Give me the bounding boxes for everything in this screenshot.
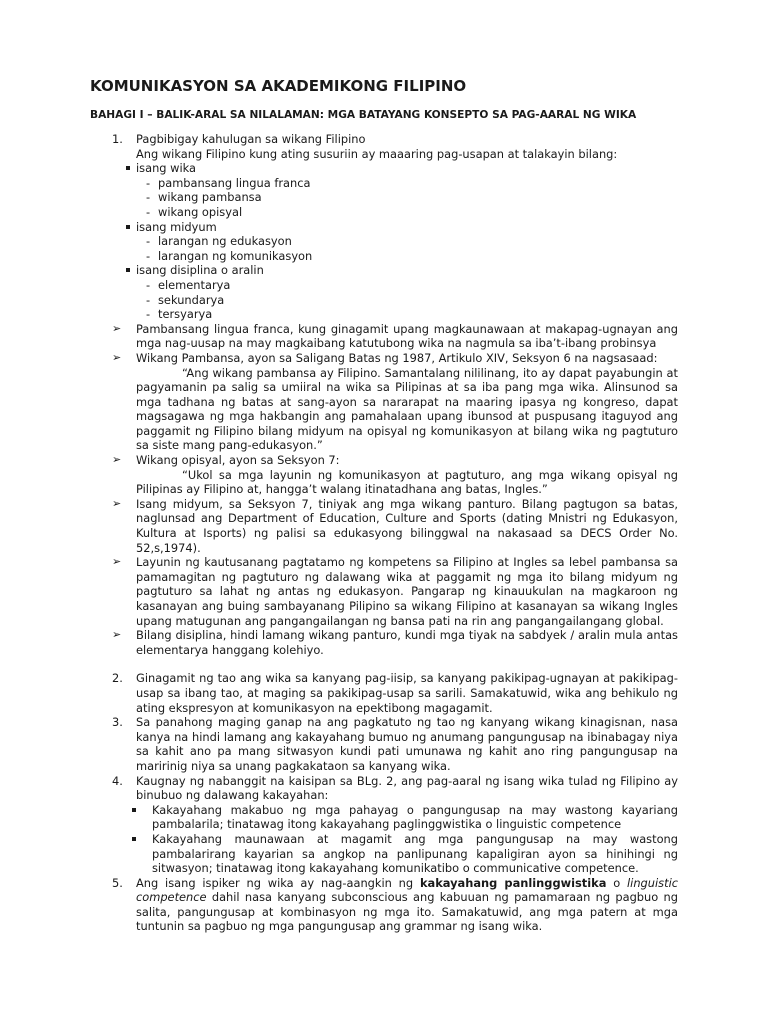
section-heading: BAHAGI I – BALIK-ARAL SA NILALAMAN: MGA BATAYANG KONSEPTO SA PAG-AARAL NG WIKA	[90, 109, 637, 121]
item-text: Kaugnay ng nabanggit na kaisipan sa BLg. 2, ang pag-aaral ng isang wika tulad ng Filipino ay binubuo ng dalawang kakayahan:	[136, 773, 678, 803]
numbered-item-4	[90, 774, 678, 803]
item-number: 2.	[112, 671, 123, 686]
dash-item: - wikang pambansa	[90, 190, 678, 205]
arrow-bullet-icon: ➢	[112, 453, 122, 467]
arrow-bullet-icon: ➢	[112, 321, 122, 335]
item-text: Ginagamit ng tao ang wika sa kanyang pag-iisip, sa kanyang pakikipag-ugnayan at pakikipag-usap sa ibang tao, at maging sa pakikipag-usap sa sarili. Samakatuwid, wika ang behikulo ng ating ekspresyon at komunikasyon na epektibong magagamit.	[136, 671, 678, 715]
item-text-part: o	[606, 875, 627, 890]
dash-item: - pambansang lingua franca	[90, 176, 678, 191]
bullet-item: isang wika	[90, 161, 678, 176]
item-text-part: dahil nasa kanyang subconscious ang kabuuan ng pamamaraan ng pagbuo ng salita, pangungusap at kombinasyon ng mga ito. Samakatuwid, ang mga patern at mga tuntunin sa pagbuo ng mga pangungusap ang grammar ng isang wika.	[136, 890, 678, 934]
numbered-item-3	[90, 715, 678, 773]
dash-item: - elementarya	[90, 278, 678, 293]
arrow-item	[90, 453, 678, 497]
square-bullet-icon	[132, 837, 136, 841]
arrow-item	[90, 497, 678, 555]
arrow-bullet-icon: ➢	[112, 350, 122, 364]
arrow-item-text: Pambansang lingua franca, kung ginagamit upang magkaunawaan at makapag-ugnayan ang mga nag-uusap na may magkaibang katutubong wika na nagmula sa iba’t-ibang probinsya	[136, 321, 678, 351]
item-number: 5.	[112, 875, 123, 890]
arrow-item-text: Wikang Pambansa, ayon sa Saligang Batas ng 1987, Artikulo XIV, Seksyon 6 na nagsasaad:	[136, 350, 658, 365]
spacer	[90, 657, 678, 671]
arrow-bullet-icon: ➢	[112, 555, 122, 569]
sub-bullet-text: Kakayahang makabuo ng mga pahayag o pangungusap na may wastong kayariang pambalarila; tinatawag itong kakayahang paglinggwistika o linguistic competence	[152, 802, 678, 832]
arrow-item-text: Layunin ng kautusanang pagtatamo ng kompetens sa Filipino at Ingles sa lebel pambansa sa pamamagitan ng pagtuturo ng dalawang wika at paggamit ng mga ito bilang midyum ng pagtuturo sa lahat ng antas ng edukasyon. Pangarap ng kinauukulan na magkaroon ng kasanayan ang buing sambayanang Pilipino sa wikang Filipino at kasanayan sa wikang Ingles upang matugunan ang pangangailangan ng bansa pati na rin ang pangangailangang global.	[136, 555, 678, 628]
quoted-passage: “Ang wikang pambansa ay Filipino. Samantalang nililinang, ito ay dapat payabungin at pagyamanin pa salig sa umiiral na wika sa Pilipinas at sa iba pang mga wika. Alinsunod sa mga tadhana ng batas at sang-ayon sa nararapat na maaring ipasya ng kongreso, dapat magsagawa ng mga hakbangin ang pamahalaan upang ibunsod at puspusang itaguyod ang paggamit ng Filipino bilang midyum na opisyal ng komunikasyon at bilang wika ng pagtuturo sa siste mang pang-edukasyon.”	[136, 365, 678, 453]
item-heading: Pagbibigay kahulugan sa wikang Filipino	[136, 132, 366, 146]
item-number: 3.	[112, 715, 123, 730]
italic-term: linguistic competence	[136, 875, 678, 905]
arrow-item	[90, 351, 678, 453]
sub-bullet-item	[90, 832, 678, 876]
dash-item: - tersyarya	[90, 307, 678, 322]
item-text: Sa panahong maging ganap na ang pagkatuto ng tao ng kanyang wikang kinagisnan, nasa kanya na hindi lamang ang kakayahang bumuo ng anumang pangungusap na ibinabagay niya sa kahit ano pa mang sitwasyon kundi pati umunawa ng kahit ano ring pangungusap na maririnig niya sa unang pagkakataon sa kanyang wika.	[136, 715, 678, 773]
arrow-bullet-icon: ➢	[112, 628, 122, 642]
dash-item: - larangan ng komunikasyon	[90, 249, 678, 264]
arrow-item-text: Wikang opisyal, ayon sa Seksyon 7:	[136, 453, 340, 468]
document-page	[90, 76, 678, 934]
square-bullet-icon	[132, 808, 136, 812]
numbered-item-1	[90, 132, 678, 161]
numbered-item-5	[90, 876, 678, 934]
bullet-item: isang disiplina o aralin	[90, 263, 678, 278]
bold-term: kakayahang panlinggwistika	[419, 875, 607, 890]
quoted-passage: “Ukol sa mga layunin ng komunikasyon at pagtuturo, ang mga wikang opisyal ng Pilipinas ay Filipino at, hangga’t walang itinatadhana ang batas, Ingles.”	[136, 467, 678, 497]
dash-item: - wikang opisyal	[90, 205, 678, 220]
arrow-item	[90, 322, 678, 351]
item-text-part: Ang isang ispiker ng wika ay nag-aangkin ng	[136, 875, 420, 890]
arrow-item-text: Bilang disiplina, hindi lamang wikang panturo, kundi mga tiyak na sabdyek / aralin mula antas elementarya hanggang kolehiyo.	[136, 628, 678, 657]
document-title: KOMUNIKASYON SA AKADEMIKONG FILIPINO	[90, 77, 467, 95]
sub-bullet-text: Kakayahang maunawaan at magamit ang mga pangungusap na may wastong pambalarirang kayarian sa angkop na panlipunang kapaligiran ayon sa hinihingi ng sitwasyon; tinatawag itong kakayahang komunikatibo o communicative competence.	[152, 831, 678, 876]
bullet-item: isang midyum	[90, 220, 678, 235]
item-number: 1.	[112, 132, 123, 146]
item-number: 4.	[112, 773, 123, 788]
numbered-item-2	[90, 671, 678, 715]
arrow-item	[90, 628, 678, 657]
dash-item: - larangan ng edukasyon	[90, 234, 678, 249]
arrow-bullet-icon: ➢	[112, 496, 122, 510]
arrow-item	[90, 555, 678, 628]
dash-item: - sekundarya	[90, 293, 678, 308]
item-intro: Ang wikang Filipino kung ating susuriin ay maaaring pag-usapan at talakayin bilang:	[136, 146, 618, 161]
sub-bullet-item	[90, 803, 678, 832]
arrow-item-text: Isang midyum, sa Seksyon 7, tiniyak ang mga wikang panturo. Bilang pagtugon sa batas, naglunsad ang Department of Education, Culture and Sports (dating Mnistri ng Edukasyon, Kultura at Isports) ng palisi sa edukasyong bilinggwal na nakasaad sa DECS Order No. 52,s,1974).	[136, 496, 678, 555]
